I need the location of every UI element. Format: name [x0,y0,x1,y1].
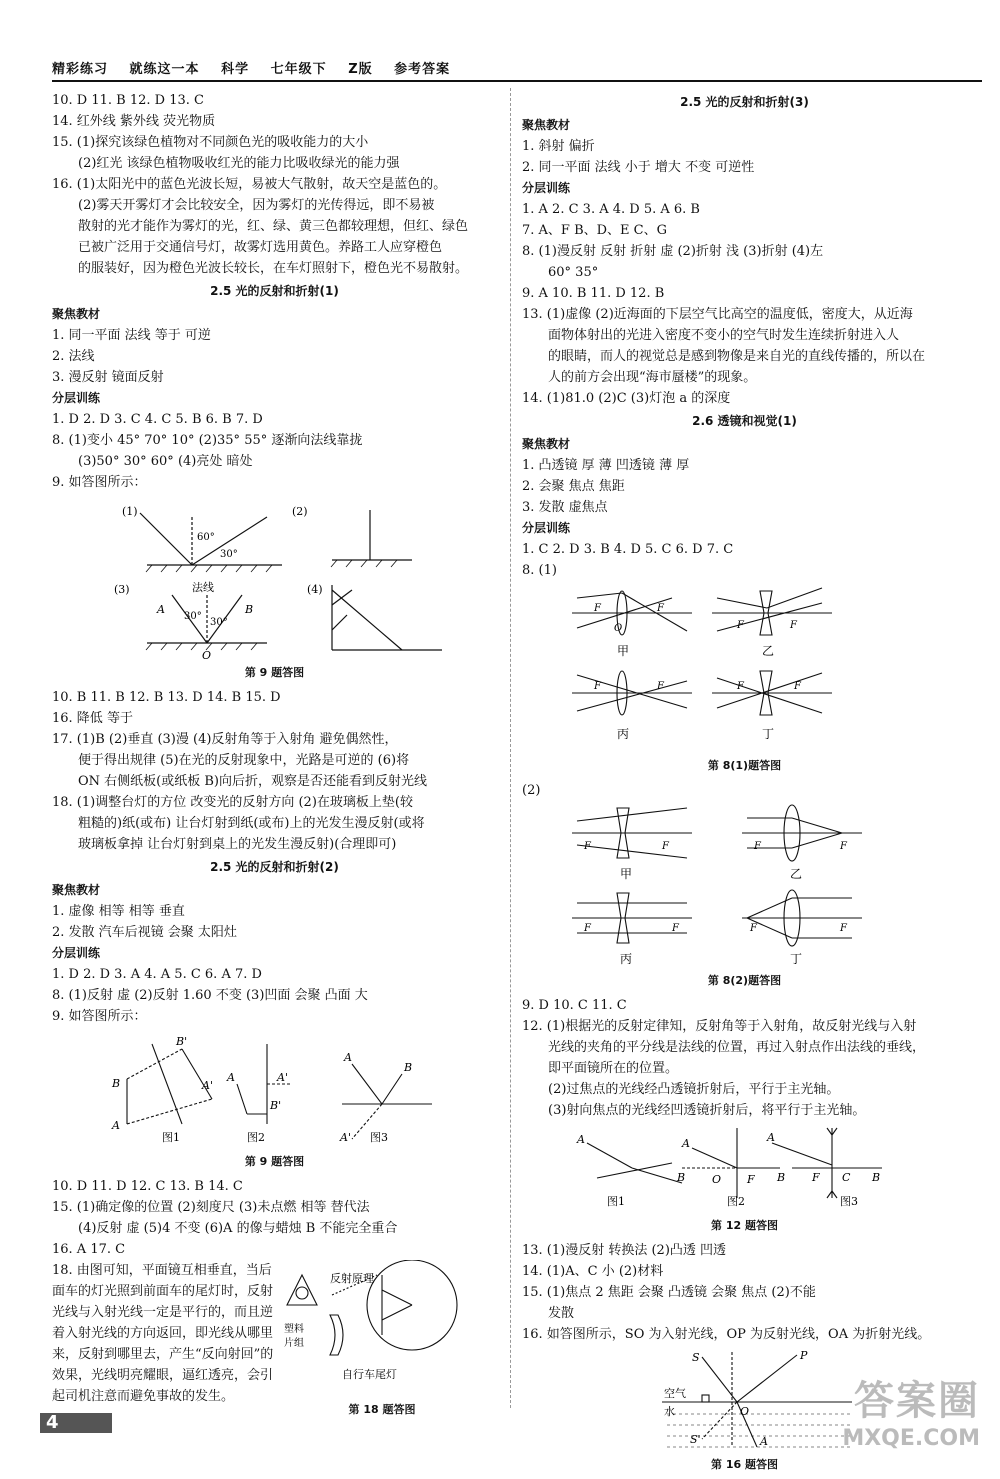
fig-label: 丁 [762,727,775,741]
point-label: B [872,1171,881,1184]
figure-caption: 第 12 题答图 [711,1219,778,1232]
question-18-block [52,1260,497,1424]
answer-line: 14. (1)81.0 (2)C (3)灯泡 a 的深度 [522,391,731,406]
figure-q9-reflection [52,495,497,660]
figure-caption: 第 8(2)题答图 [707,974,782,987]
fig-label: 图2 [727,1195,745,1208]
point-label: P [800,1349,808,1362]
fig-label: (1) [122,505,138,518]
figure-caption: 第 18 题答图 [348,1403,416,1416]
focus-label: F [662,841,669,852]
angle-label: 30° [220,549,238,560]
fig-label: (2) [292,505,308,518]
answer-line: (3)射向焦点的光线经凹透镜折射后，将平行于主光轴。 [548,1103,866,1118]
point-label: B' [270,1099,282,1112]
focus-label: F [584,841,591,852]
answer-line: (2)红光 该绿色植物吸收红光的能力比吸收绿光的能力强 [78,156,400,171]
fig-label: 反射原理 [330,1272,374,1285]
figure-caption: 第 8(1)题答图 [707,759,782,772]
fig-label: 塑料 [284,1324,304,1335]
answer-line: 即平面镜所在的位置。 [548,1061,679,1076]
section-title: 2.6 透镜和视觉(1) [692,414,797,428]
figure-q8-1-lenses [522,583,967,753]
answer-line: 17. (1)B (2)垂直 (3)漫 (4)反射角等于入射角 避免偶然性， [52,732,398,747]
answer-line: 2. 同一平面 法线 小于 增大 不变 可逆性 [522,160,755,175]
fig-label: 图1 [607,1195,625,1208]
answer-line: 2. 发散 汽车后视镜 会聚 太阳灶 [52,925,237,940]
point-label: A [112,1119,120,1132]
answer-line: 10. B 11. B 12. B 13. D 14. B 15. D [52,690,281,705]
fig-label: 图1 [162,1131,180,1144]
focus-label: F [672,923,679,934]
point-label: A [157,603,165,616]
right-column [522,90,967,1479]
answer-line: 1. D 2. D 3. A 4. A 5. C 6. A 7. D [52,967,262,982]
focus-label: F [790,620,797,631]
origin-label: O [614,623,623,634]
answer-line: (4)反射 虚 (5)4 不变 (6)A 的像与蜡烛 B 不能完全重合 [78,1221,398,1236]
subsection-label: 分层训练 [52,391,101,405]
point-label: A [577,1133,585,1146]
answer-line: 9. 如答图所示： [52,1009,147,1024]
focus-label: F [750,923,757,934]
fig-label: (3) [114,583,130,596]
angle-label: 30° [210,617,228,628]
header-item: Z版 [348,62,373,77]
answer-line: 12. (1)根据光的反射定律知，反射角等于入射角，故反射光线与入射 [522,1019,917,1034]
fig-label: 图3 [840,1195,858,1208]
point-label: A' [340,1131,351,1144]
answer-line: 16. 如答图所示，SO 为入射光线，OP 为反射光线，OA 为折射光线。 [522,1327,931,1342]
answer-line: 15. (1)探究该绿色植物对不同颜色光的吸收能力的大小 [52,135,369,150]
point-label: F [747,1173,755,1186]
focus-label: F [737,681,744,692]
section-title: 2.5 光的反射和折射(1) [210,284,339,298]
answer-line: 便于得出规律 (5)在光的反射现象中，光路是可逆的 (6)将 [78,753,410,768]
answer-line: 60° 35° [548,265,599,280]
answer-line: 10. D 11. D 12. C 13. B 14. C [52,1179,243,1194]
focus-label: F [754,841,761,852]
answer-line: 16. (1)太阳光中的蓝色光波长短，易被大气散射，故天空是蓝色的。 [52,177,447,192]
answer-line: 13. (1)虚像 (2)近海面的下层空气比高空的温度低，密度大，从近海 [522,307,913,322]
answer-line: ON 右侧纸板(或纸板 B)向后折，观察是否还能看到反射光线 [78,774,427,789]
figure-q18 [282,1260,482,1424]
point-label: O [712,1173,722,1186]
subsection-label: 分层训练 [522,521,571,535]
answer-line: 1. A 2. C 3. A 4. D 5. A 6. B [522,202,700,217]
point-label: A' [277,1071,288,1084]
figure-caption: 第 9 题答图 [244,1155,305,1168]
answer-line: 1. D 2. D 3. C 4. C 5. B 6. B 7. D [52,412,263,427]
answer-line: 面物体射出的光进入密度不变小的空气时发生连续折射进入人 [548,328,900,343]
point-label: S' [690,1433,701,1446]
answer-line: 3. 漫反射 镜面反射 [52,370,164,385]
point-label: A [682,1137,690,1150]
subsection-label: 聚焦教材 [522,118,571,132]
point-label: S [692,1351,700,1364]
answer-line: 14. 红外线 紫外线 荧光物质 [52,114,216,129]
header-item: 就练这一本 [129,62,200,77]
focus-label: F [657,603,664,614]
answer-line: 8. (1)反射 虚 (2)反射 1.60 不变 (3)凹面 会聚 凸面 大 [52,988,368,1003]
focus-label: F [594,681,601,692]
focus-label: F [657,681,664,692]
point-label: F [812,1171,820,1184]
answer-line: 发散 [548,1306,575,1321]
point-label: A [760,1435,768,1448]
subsection-label: 分层训练 [52,946,101,960]
point-label: B [404,1061,413,1074]
normal-label: 法线 [192,581,214,594]
point-label: O [202,649,212,660]
fig-label: 甲 [620,867,633,881]
answer-line: 3. 发散 虚焦点 [522,500,608,515]
answer-line: 1. 虚像 相等 相等 垂直 [52,904,185,919]
point-label: B' [176,1035,188,1048]
focus-label: F [737,620,744,631]
point-label: B [245,603,254,616]
point-label: B [112,1077,121,1090]
answer-line: 1. 凸透镜 厚 薄 凹透镜 薄 厚 [522,458,690,473]
page-number: 4 [40,1413,112,1433]
answer-line: 16. A 17. C [52,1242,126,1257]
section-title: 2.5 光的反射和折射(2) [210,860,339,874]
focus-label: F [840,923,847,934]
figure-q9-plane-mirror [52,1029,497,1149]
subsection-label: 分层训练 [522,181,571,195]
figure-q12 [522,1123,967,1213]
fig-label: 乙 [762,644,775,658]
answer-line: 15. (1)确定像的位置 (2)刻度尺 (3)未点燃 相等 替代法 [52,1200,370,1215]
watermark-text: 答案圈 [854,1378,980,1424]
watermark [842,1369,980,1451]
fig-label: 丙 [617,727,630,741]
answer-line: 8. (1)变小 45° 70° 10° (2)35° 55° 逐渐向法线靠拢 [52,433,363,448]
answer-line: 8. (1) [522,563,557,578]
header-rule [52,80,982,82]
point-label: A [227,1071,235,1084]
answer-line: 18. (1)调整台灯的方位 改变光的反射方向 (2)在玻璃板上垫(较 [52,795,413,810]
fig-label: (4) [307,583,323,596]
header-item: 七年级下 [270,62,327,77]
column-divider [510,88,511,1408]
fig-label: 片组 [284,1338,304,1349]
running-header [52,58,466,77]
answer-line: 16. 降低 等于 [52,711,133,726]
answer-line: (2)过焦点的光线经凸透镜折射后，平行于主光轴。 [548,1082,840,1097]
answer-line: 粗糙的)纸(或布) 让台灯射到纸(或布)上的光发生漫反射(或将 [78,816,425,831]
focus-label: F [840,841,847,852]
answer-line: 8. (1)漫反射 反射 折射 虚 (2)折射 浅 (3)折射 (4)左 [522,244,824,259]
answer-line: 9. D 10. C 11. C [522,998,627,1013]
point-label: A [344,1051,352,1064]
answer-line: 2. 会聚 焦点 焦距 [522,479,625,494]
fig-label: 自行车尾灯 [342,1368,397,1381]
answer-line: 玻璃板拿掉 让台灯射到桌上的光发生漫反射)(合理即可) [78,837,397,852]
header-item: 参考答案 [394,62,451,77]
answer-line: 1. 斜射 偏折 [522,139,595,154]
point-label: B [777,1171,786,1184]
header-item: 精彩练习 [52,62,109,77]
subsection-label: 聚焦教材 [52,307,101,321]
left-column [52,90,497,1424]
answer-line: (2) [522,783,541,798]
fig-label: 图3 [370,1131,388,1144]
subsection-label: 聚焦教材 [52,883,101,897]
fig-label: 乙 [790,867,803,881]
medium-label: 空气 [664,1387,686,1400]
angle-label: 30° [184,611,202,622]
answer-line: 7. A、F B、D、E C、G [522,223,668,238]
answer-line: 9. A 10. B 11. D 12. B [522,286,665,301]
answer-line: 13. (1)漫反射 转换法 (2)凸透 凹透 [522,1243,727,1258]
figure-caption: 第 16 题答图 [711,1458,778,1471]
answer-line: 已被广泛用于交通信号灯，故雾灯选用黄色。养路工人应穿橙色 [78,240,443,255]
answer-line: 2. 法线 [52,349,95,364]
answer-line: 14. (1)A、C 小 (2)材料 [522,1264,664,1279]
point-label: A [767,1131,775,1144]
medium-label: 水 [664,1405,675,1418]
answer-line: 的眼睛，而人的视觉总是感到物像是来自光的直线传播的，所以在 [548,349,926,364]
section-title: 2.5 光的反射和折射(3) [680,95,809,109]
answer-line: 人的前方会出现“海市蜃楼”的现象。 [548,370,757,385]
angle-label: 60° [197,532,215,543]
answer-line: 1. 同一平面 法线 等于 可逆 [52,328,211,343]
point-label: A' [202,1079,213,1092]
subsection-label: 聚焦教材 [522,437,571,451]
figure-caption: 第 9 题答图 [244,666,305,679]
figure-q8-2-lenses [522,803,967,968]
fig-label: 甲 [617,644,630,658]
focus-label: F [584,923,591,934]
point-label: B [677,1171,686,1184]
answer-line: 的服装好，因为橙色光波长较长，在车灯照射下，橙色光不易散射。 [78,261,469,276]
answer-line: 10. D 11. B 12. D 13. C [52,93,204,108]
answer-line: 散射的光才能作为雾灯的光，红、绿、黄三色都较理想，但红、绿色 [78,219,469,234]
bike-tail-light-figure [282,1260,482,1390]
answer-line: (2)雾天开雾灯才会比较安全，因为雾灯的光传得远，即不易被 [78,198,435,213]
answer-line: 1. C 2. D 3. B 4. D 5. C 6. D 7. C [522,542,734,557]
answer-paragraph: 18. 由图可知，平面镜互相垂直，当后面车的灯光照到前面车的尾灯时，反射光线与入射光线一定是平行的，而且逆着入射光线的方向返回，即光线从哪里来，反射到哪里去，产生“反向射回”的效果，光线明亮耀眼，逼红透亮，会引起司机注意而避免事故的发生。 [52,1263,274,1404]
point-label: O [740,1405,750,1418]
focus-label: F [794,681,801,692]
fig-label: 丁 [790,952,803,966]
answer-line: 光线的夹角的平分线是法线的位置，再过入射点作出法线的垂线， [548,1040,926,1055]
watermark-url: MXQE.COM [842,1426,980,1451]
fig-label: 丙 [620,952,633,966]
point-label: C [842,1171,851,1184]
answer-line: 9. 如答图所示： [52,475,147,490]
focus-label: F [594,603,601,614]
answer-line: 15. (1)焦点 2 焦距 会聚 凸透镜 会聚 焦点 (2)不能 [522,1285,816,1300]
answer-line: (3)50° 30° 60° (4)亮处 暗处 [78,454,253,469]
header-item: 科学 [221,62,250,77]
fig-label: 图2 [247,1131,265,1144]
